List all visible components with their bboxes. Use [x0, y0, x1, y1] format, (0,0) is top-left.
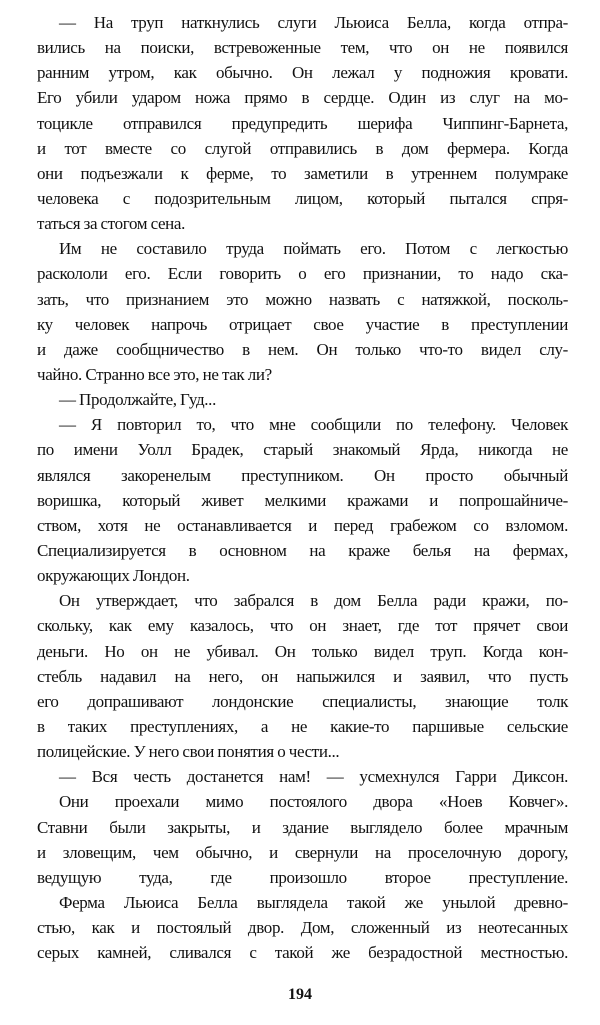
page-body	[37, 10, 568, 965]
text-line: Ферма Льюиса Белла выглядела такой же унылой древно-	[59, 892, 568, 912]
text-line: стью, как и постоялый двор. Дом, сложенный из неотесанных	[37, 918, 568, 938]
text-line: чайно. Странно все это, не так ли?	[37, 364, 272, 384]
text-line: Они проехали мимо постоялого двора «Ноев Ковчег».	[59, 792, 568, 812]
text-line: серых камней, сливался с такой же безрадостной местностью.	[37, 943, 568, 963]
text-line: окружающих Лондон.	[37, 566, 190, 586]
text-line: и зловещим, чем обычно, и свернули на проселочную дорогу,	[37, 842, 568, 862]
text-line: и даже сообщничество в нем. Он только что-то видел слу-	[37, 339, 568, 359]
text-line: Его убили ударом ножа прямо в сердце. Один из слуг на мо-	[37, 88, 568, 108]
text-line: тоцикле отправился предупредить шерифа Чиппинг-Барнета,	[37, 113, 568, 133]
text-line: ством, хотя не останавливается и перед грабежом со взломом.	[37, 515, 568, 535]
paragraph	[37, 387, 568, 412]
text-line: — На труп наткнулись слуги Льюиса Белла, когда отпра-	[59, 13, 568, 32]
text-line: — Вся честь достанется нам! — усмехнулся Гарри Диксон.	[59, 767, 568, 787]
text-line: являлся закоренелым преступником. Он просто обычный	[37, 465, 568, 485]
text-line: раскололи его. Если говорить о его признании, то надо ска-	[37, 264, 568, 284]
text-line: ведущую туда, где произошло второе преступление.	[37, 867, 568, 887]
text-line: — Продолжайте, Гуд...	[59, 390, 216, 410]
text-line: вились на поиски, встревоженные тем, что он не появился	[37, 38, 568, 58]
text-line: в таких преступлениях, а не какие-то паршивые сельские	[37, 716, 568, 736]
text-line: его допрашивают лондонские специалисты, знающие толк	[37, 691, 568, 711]
text-line: зать, что признанием это можно назвать с натяжкой, посколь-	[37, 289, 568, 309]
text-line: ранним утром, как обычно. Он лежал у подножия кровати.	[37, 63, 568, 83]
text-line: — Я повторил то, что мне сообщили по телефону. Человек	[59, 415, 568, 435]
text-line: деньги. Но он не убивал. Он только видел труп. Когда кон-	[37, 641, 568, 661]
text-line: и тот вместе со слугой отправились в дом фермера. Когда	[37, 138, 568, 158]
text-line: ку человек напрочь отрицает свое участие в преступлении	[37, 314, 568, 334]
paragraph	[37, 890, 568, 965]
text-line: человека с подозрительным лицом, который пытался спря-	[37, 188, 568, 208]
text-line: Им не составило труда поймать его. Потом с легкостью	[59, 239, 568, 259]
paragraph	[37, 588, 568, 764]
text-line: стебль надавил на него, он напыжился и заявил, что пусть	[37, 666, 568, 686]
paragraph	[37, 412, 568, 588]
text-line: Он утверждает, что забрался в дом Белла ради кражи, по-	[59, 591, 568, 611]
text-line: таться за стогом сена.	[37, 214, 186, 234]
paragraph	[37, 764, 568, 789]
page-number: 194	[288, 986, 312, 1003]
text-line: Специализируется в основном на краже белья на фермах,	[37, 540, 568, 560]
paragraph	[37, 789, 568, 890]
text-line: Ставни были закрыты, и здание выглядело более мрачным	[37, 817, 568, 837]
text-line: они подъезжали к ферме, то заметили в утреннем полумраке	[37, 163, 568, 183]
text-line: воришка, который живет мелкими кражами и попрошайниче-	[37, 490, 568, 510]
text-line: полицейские. У него свои понятия о чести...	[37, 742, 340, 762]
paragraph	[37, 236, 568, 387]
text-line: скольку, как ему казалось, что он знает, где тот прячет свои	[37, 616, 568, 636]
text-line: по имени Уолл Брадек, старый знакомый Ярда, никогда не	[37, 440, 568, 460]
paragraph	[37, 10, 568, 236]
